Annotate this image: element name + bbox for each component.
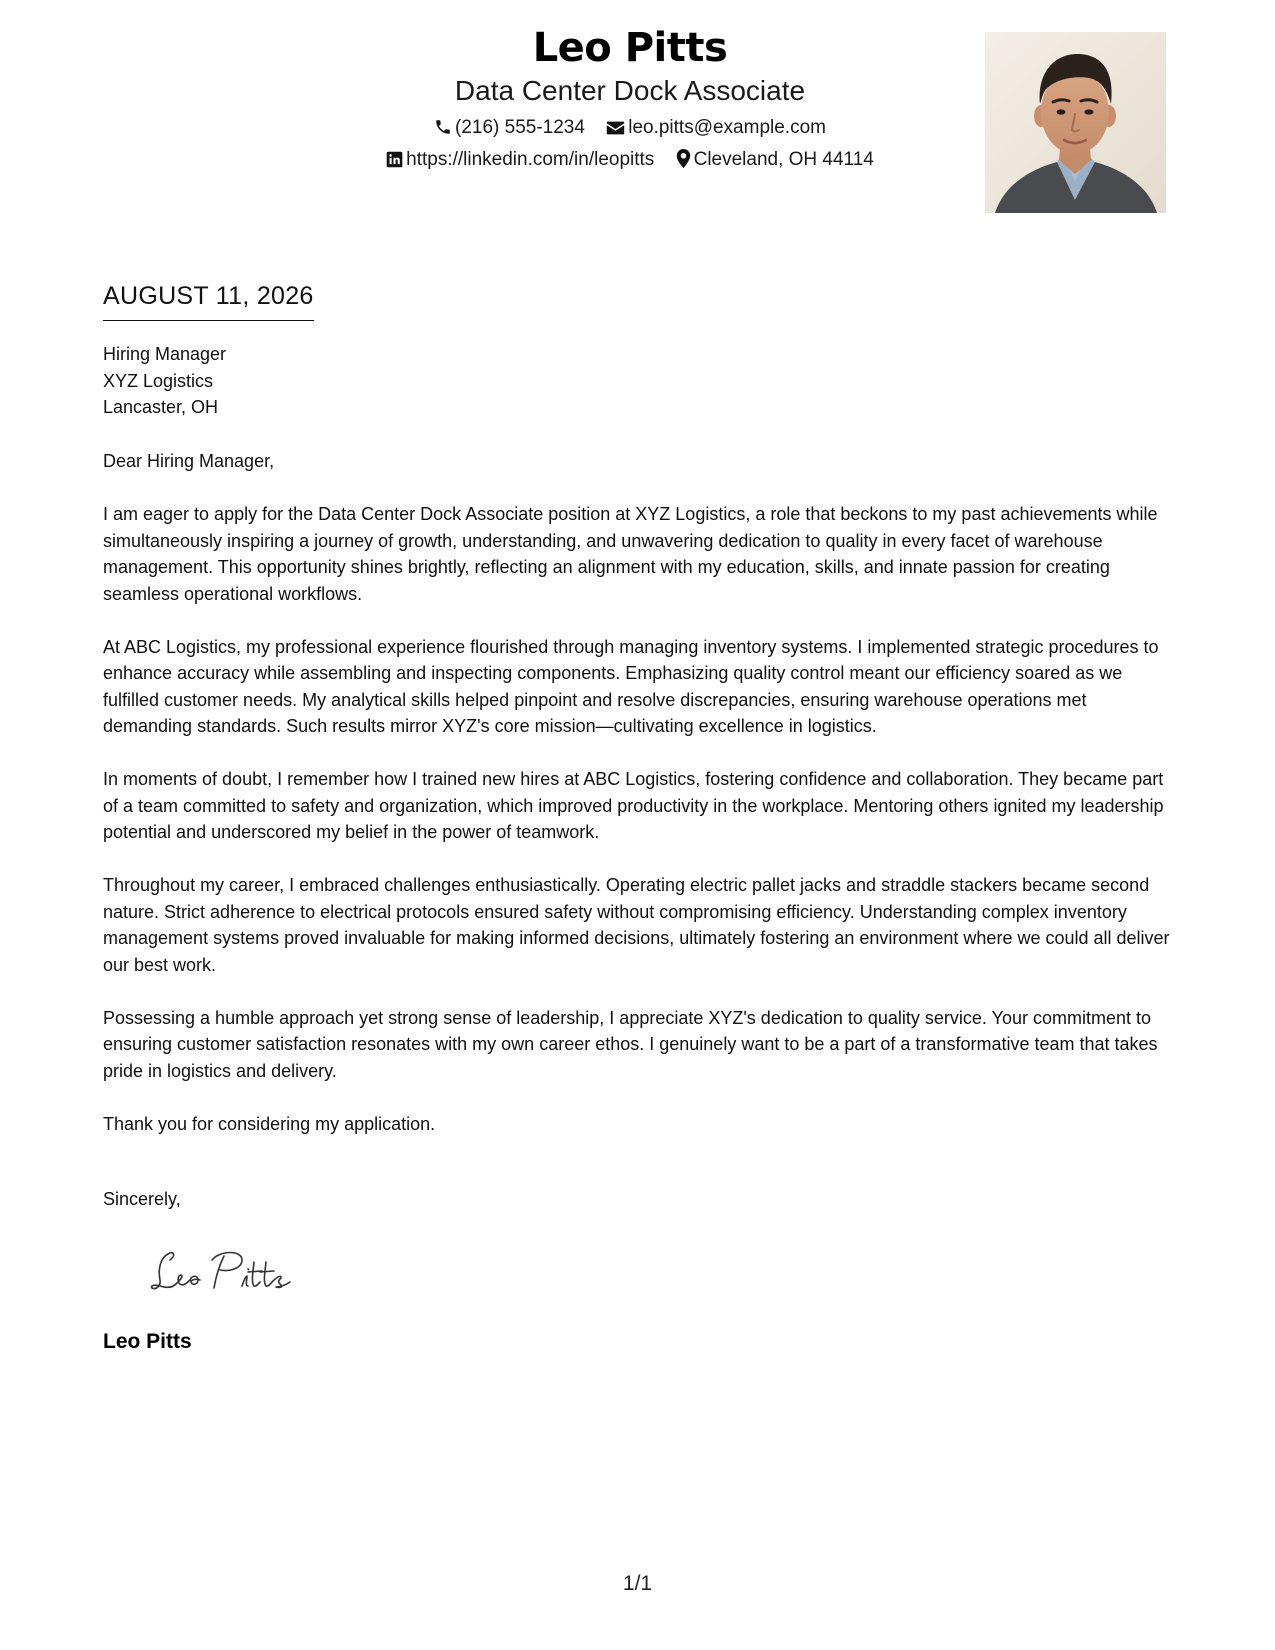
body-paragraph-5: Possessing a humble approach yet strong sense of leadership, I appreciate XYZ's dedication to quality service. Your commitment to ensuring customer satisfaction resonates with my own career ethos. I genuinely want to be a part of a transformative team that takes pride in logistics and delivery. bbox=[103, 1007, 1158, 1081]
applicant-name: Leo Pitts bbox=[532, 25, 728, 71]
location-text: Cleveland, OH 44114 bbox=[693, 149, 874, 171]
contact-location bbox=[676, 148, 874, 172]
phone-icon bbox=[434, 118, 452, 136]
letter-body bbox=[103, 448, 1173, 1164]
body-paragraph-2: At ABC Logistics, my professional experience flourished through managing inventory systems. I implemented strategic procedures to enhance accuracy while assembling and inspecting components. Emphasizing quality control meant our efficiency soared as we fulfilled customer needs. My analytical skills helped pinpoint and resolve discrepancies, ensuring warehouse operations met demanding standards. Such results mirror XYZ's core mission—cultivating excellence in logistics. bbox=[103, 636, 1159, 736]
body-paragraph-1: I am eager to apply for the Data Center Dock Associate position at XYZ Logistics, a role that beckons to my past achievements while simultaneously inspiring a journey of growth, understanding, and unwavering dedication to quality in every facet of warehouse management. This opportunity shines brightly, reflecting an alignment with my education, skills, and innate passion for creating seamless operational workflows. bbox=[103, 504, 1158, 604]
thank-you-line: Thank you for considering my application. bbox=[103, 1113, 436, 1134]
phone-text: (216) 555-1234 bbox=[455, 117, 585, 138]
body-paragraph-4: Throughout my career, I embraced challenges enthusiastically. Operating electric pallet jacks and straddle stackers became second nature. Strict adherence to electrical protocols ensured safety without compromising efficiency. Understanding complex inventory management systems proved invaluable for making informed decisions, ultimately fostering an environment where we could all deliver our best work. bbox=[103, 875, 1170, 975]
email-text[interactable]: leo.pitts@example.com bbox=[628, 117, 826, 138]
recipient-block bbox=[103, 341, 226, 421]
salutation: Dear Hiring Manager, bbox=[103, 451, 275, 471]
signer-name: Leo Pitts bbox=[103, 1330, 192, 1353]
profile-photo bbox=[985, 32, 1166, 213]
handwritten-signature bbox=[150, 1240, 320, 1300]
contact-phone bbox=[434, 116, 585, 140]
contact-email[interactable] bbox=[606, 116, 826, 140]
envelope-icon bbox=[606, 120, 625, 136]
linkedin-icon bbox=[386, 151, 403, 168]
recipient-company: XYZ Logistics bbox=[103, 370, 214, 391]
closing: Sincerely, bbox=[103, 1189, 181, 1209]
recipient-location: Lancaster, OH bbox=[103, 397, 219, 417]
job-title: Data Center Dock Associate bbox=[454, 75, 806, 106]
recipient-name: Hiring Manager bbox=[103, 344, 227, 364]
contact-linkedin[interactable] bbox=[386, 148, 654, 172]
body-paragraph-3: In moments of doubt, I remember how I trained new hires at ABC Logistics, fostering confidence and collaboration. They became part of a team committed to safety and organization, which improved productivity in the workplace. Mentoring others ignited my leadership potential and underscored my belief in the power of teamwork. bbox=[103, 769, 1164, 842]
page-number: 1/1 bbox=[622, 1572, 653, 1595]
letter-date: AUGUST 11, 2026 bbox=[103, 281, 314, 321]
linkedin-text[interactable]: https://linkedin.com/in/leopitts bbox=[406, 149, 655, 171]
map-pin-icon bbox=[676, 149, 691, 168]
